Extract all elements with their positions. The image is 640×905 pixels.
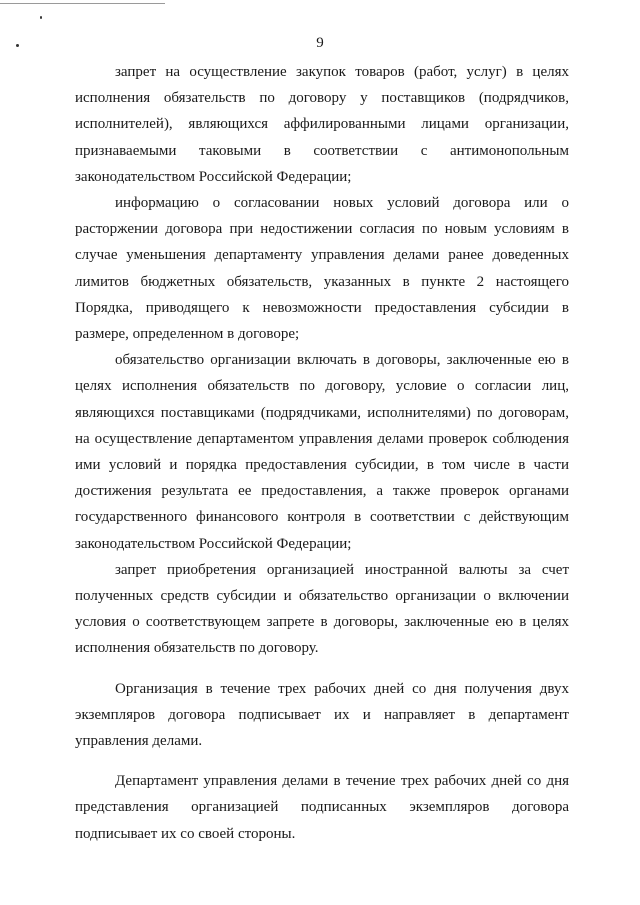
paragraph-organization-signing: Организация в течение трех рабочих дней со дня получения двух экземпляров договора подписывает их и направляет в департамент управления делами.: [75, 680, 569, 750]
paragraph-contract-terms: информацию о согласовании новых условий договора или о расторжении договора при недостижении согласия по новым условиям в случае уменьшения департаменту управления делами ранее доведенных лимитов бюджетных обязательств, указанных в пункте 2 настоящего Порядка, приводящего к невозможности предоставления субсидии в размере, определенном в договоре;: [75, 195, 569, 343]
paragraph-currency-ban: запрет приобретения организацией иностранной валюты за счет полученных средств субсидии и обязательство организации о включении условия о соответствующем запрете в договоры, заключенные ею в целях исполнения обязательств по договору.: [75, 561, 569, 657]
scan-border-line: [0, 3, 165, 4]
scan-speck: [40, 16, 42, 19]
paragraph-inspection-consent: обязательство организации включать в договоры, заключенные ею в целях исполнения обязательств по договору, условие о согласии лиц, являющихся поставщиками (подрядчиками, исполнителями) по договорам, на осуществление департаментом управления делами проверок соблюдения ими условий и порядка предоставления субсидии, в том числе в части достижения результата ее предоставления, а также проверок органами государственного финансового контроля в соответствии с действующим законодательством Российской Федерации;: [75, 352, 569, 552]
document-body: [75, 59, 569, 847]
paragraph-procurement-ban: запрет на осуществление закупок товаров (работ, услуг) в целях исполнения обязательств по договору у поставщиков (подрядчиков, исполнителей), являющихся аффилированными лицами организации, признаваемыми таковыми в соответствии с антимонопольным законодательством Российской Федерации;: [75, 64, 569, 185]
paragraph-department-signing: Департамент управления делами в течение трех рабочих дней со дня представления организацией подписанных экземпляров договора подписывает их со своей стороны.: [75, 773, 569, 842]
page-number: 9: [316, 35, 324, 51]
